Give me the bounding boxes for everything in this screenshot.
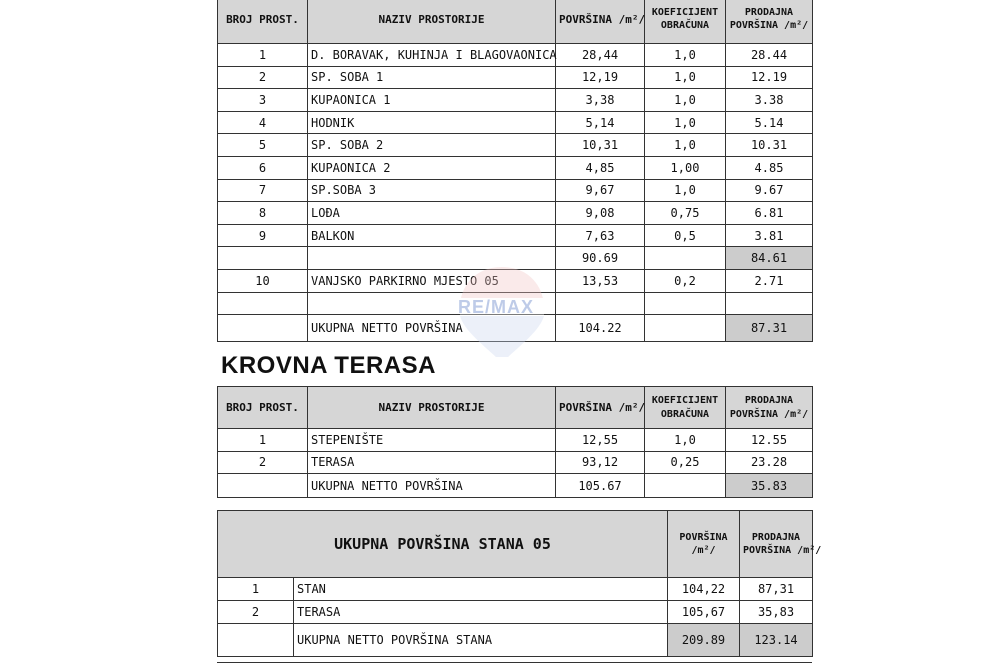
table-row: 3 KUPAONICA 1 3,38 1,0 3.38 bbox=[218, 89, 813, 112]
total-label: UKUPNA NETTO POVRŠINA bbox=[308, 315, 556, 342]
table-row: 2 TERASA 93,12 0,25 23.28 bbox=[218, 451, 813, 474]
bottom-rule bbox=[217, 662, 812, 663]
table-row: 2 SP. SOBA 1 12,19 1,0 12.19 bbox=[218, 66, 813, 89]
header-naziv: NAZIV PROSTORIJE bbox=[308, 0, 556, 44]
table-row: 1 STEPENIŠTE 12,55 1,0 12.55 bbox=[218, 429, 813, 452]
summary-title: UKUPNA POVRŠINA STANA 05 bbox=[218, 511, 668, 578]
table-row: 1 STAN 104,22 87,31 bbox=[218, 578, 813, 601]
table-row: 5 SP. SOBA 2 10,31 1,0 10.31 bbox=[218, 134, 813, 157]
total-row: UKUPNA NETTO POVRŠINA 105.67 35.83 bbox=[218, 474, 813, 498]
summary-table bbox=[217, 510, 822, 657]
total-area: 104.22 bbox=[556, 315, 645, 342]
table-row: 1 D. BORAVAK, KUHINJA I BLAGOVAONICA 28,44 1,0 28.44 bbox=[218, 44, 813, 67]
parking-row: 10 VANJSKO PARKIRNO MJESTO 05 13,53 0,2 2.71 bbox=[218, 269, 813, 292]
header-broj: BROJ PROST. bbox=[218, 0, 308, 44]
summary-total-row: UKUPNA NETTO POVRŠINA STANA 209.89 123.14 bbox=[218, 624, 813, 657]
summary-header-row: UKUPNA POVRŠINA STANA 05 POVRŠINA /m²/ PRODAJNA POVRŠINA /m²/ bbox=[218, 511, 813, 578]
table-header-row bbox=[218, 0, 813, 44]
total-sale: 87.31 bbox=[726, 315, 813, 342]
header-prodajna: PRODAJNA POVRŠINA /m²/ bbox=[726, 0, 813, 44]
table-row: 7 SP.SOBA 3 9,67 1,0 9.67 bbox=[218, 179, 813, 202]
table-row: 6 KUPAONICA 2 4,85 1,00 4.85 bbox=[218, 156, 813, 179]
header-koeficijent: KOEFICIJENT OBRAČUNA bbox=[645, 0, 726, 44]
krovna-terasa-title: KROVNA TERASA bbox=[221, 352, 436, 379]
table-row: 9 BALKON 7,63 0,5 3.81 bbox=[218, 224, 813, 247]
header-povrsina: POVRŠINA /m²/ bbox=[556, 0, 645, 44]
table-row: 8 LOĐA 9,08 0,75 6.81 bbox=[218, 202, 813, 225]
watermark-text: RE/MAX bbox=[458, 297, 535, 317]
table-header-row: BROJ PROST. NAZIV PROSTORIJE POVRŠINA /m²/ KOEFICIJENT OBRAČUNA PRODAJNA POVRŠINA /m²/ bbox=[218, 387, 813, 429]
krovna-terasa-table bbox=[217, 386, 813, 498]
subtotal-sale: 84.61 bbox=[726, 247, 813, 270]
table-row: 2 TERASA 105,67 35,83 bbox=[218, 601, 813, 624]
subtotal-area: 90.69 bbox=[556, 247, 645, 270]
table-row: 4 HODNIK 5,14 1,0 5.14 bbox=[218, 111, 813, 134]
